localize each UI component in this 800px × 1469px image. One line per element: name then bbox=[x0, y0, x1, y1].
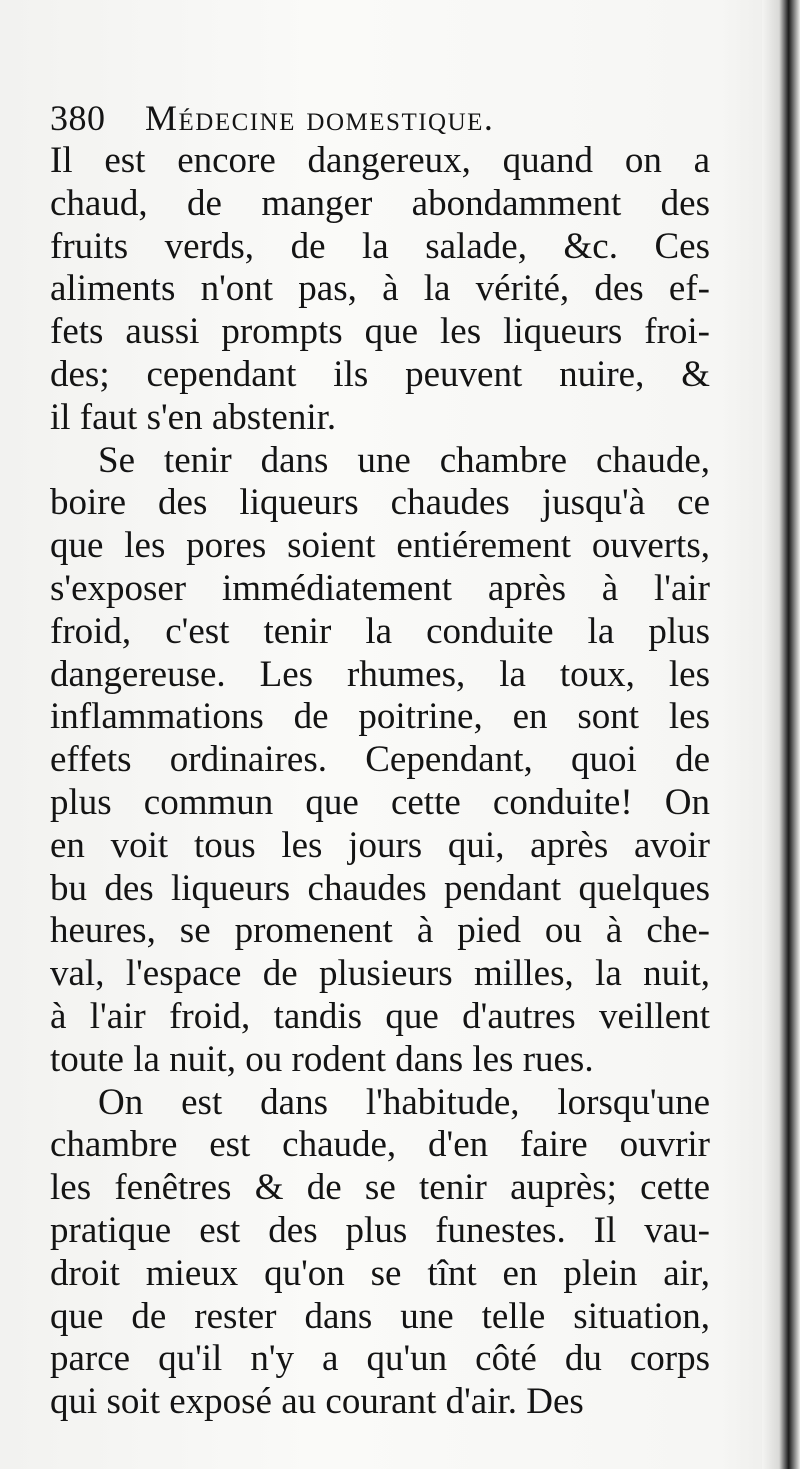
running-head bbox=[50, 98, 730, 138]
text-line: effets ordinaires. Cependant, quoi de bbox=[50, 739, 710, 781]
text-line: chaud, de manger abondamment des bbox=[50, 182, 710, 224]
text-line: à l'air froid, tandis que d'autres veillent bbox=[50, 995, 710, 1037]
text-line: plus commun que cette conduite! On bbox=[50, 781, 710, 823]
text-line: On est dans l'habitude, lorsqu'une bbox=[98, 1081, 710, 1123]
running-title: Médecine domestique. bbox=[145, 98, 495, 138]
text-line: toute la nuit, ou rodent dans les rues. bbox=[50, 1038, 594, 1080]
text-line: que de rester dans une telle situation, bbox=[50, 1295, 710, 1337]
text-line: droit mieux qu'on se tînt en plein air, bbox=[50, 1252, 710, 1294]
text-line: Il est encore dangereux, quand on a bbox=[50, 140, 710, 181]
book-gutter-edge bbox=[762, 0, 800, 1469]
text-line: boire des liqueurs chaudes jusqu'à ce bbox=[50, 482, 710, 524]
text-line: bu des liqueurs chaudes pendant quelques bbox=[50, 867, 710, 909]
text-line: des; cependant ils peuvent nuire, & bbox=[50, 353, 710, 395]
text-line: inflammations de poitrine, en sont les bbox=[50, 696, 710, 738]
page-number: 380 bbox=[50, 98, 106, 138]
text-line: qui soit exposé au courant d'air. Des bbox=[50, 1381, 584, 1423]
text-line: dangereuse. Les rhumes, la toux, les bbox=[50, 653, 710, 695]
text-line: fruits verds, de la salade, &c. Ces bbox=[50, 225, 710, 267]
text-line: val, l'espace de plusieurs milles, la nuit, bbox=[50, 953, 710, 995]
text-line: parce qu'il n'y a qu'un côté du corps bbox=[50, 1338, 710, 1380]
text-line: Se tenir dans une chambre chaude, bbox=[98, 439, 710, 481]
paragraph bbox=[50, 140, 710, 440]
text-line: chambre est chaude, d'en faire ouvrir bbox=[50, 1124, 710, 1166]
paragraph bbox=[50, 1082, 710, 1424]
text-line: s'exposer immédiatement après à l'air bbox=[50, 567, 710, 609]
text-line: pratique est des plus funestes. Il vau- bbox=[50, 1209, 710, 1251]
body-text bbox=[50, 140, 710, 1424]
text-line: fets aussi prompts que les liqueurs froi- bbox=[50, 311, 710, 353]
paragraph bbox=[50, 440, 710, 1082]
text-line: heures, se promenent à pied ou à che- bbox=[50, 910, 710, 952]
text-line: il faut s'en abstenir. bbox=[50, 396, 337, 438]
text-line: en voit tous les jours qui, après avoir bbox=[50, 824, 710, 866]
text-line: les fenêtres & de se tenir auprès; cette bbox=[50, 1167, 710, 1209]
text-line: que les pores soient entiérement ouverts, bbox=[50, 525, 710, 567]
text-line: aliments n'ont pas, à la vérité, des ef- bbox=[50, 268, 710, 310]
text-line: froid, c'est tenir la conduite la plus bbox=[50, 610, 710, 652]
